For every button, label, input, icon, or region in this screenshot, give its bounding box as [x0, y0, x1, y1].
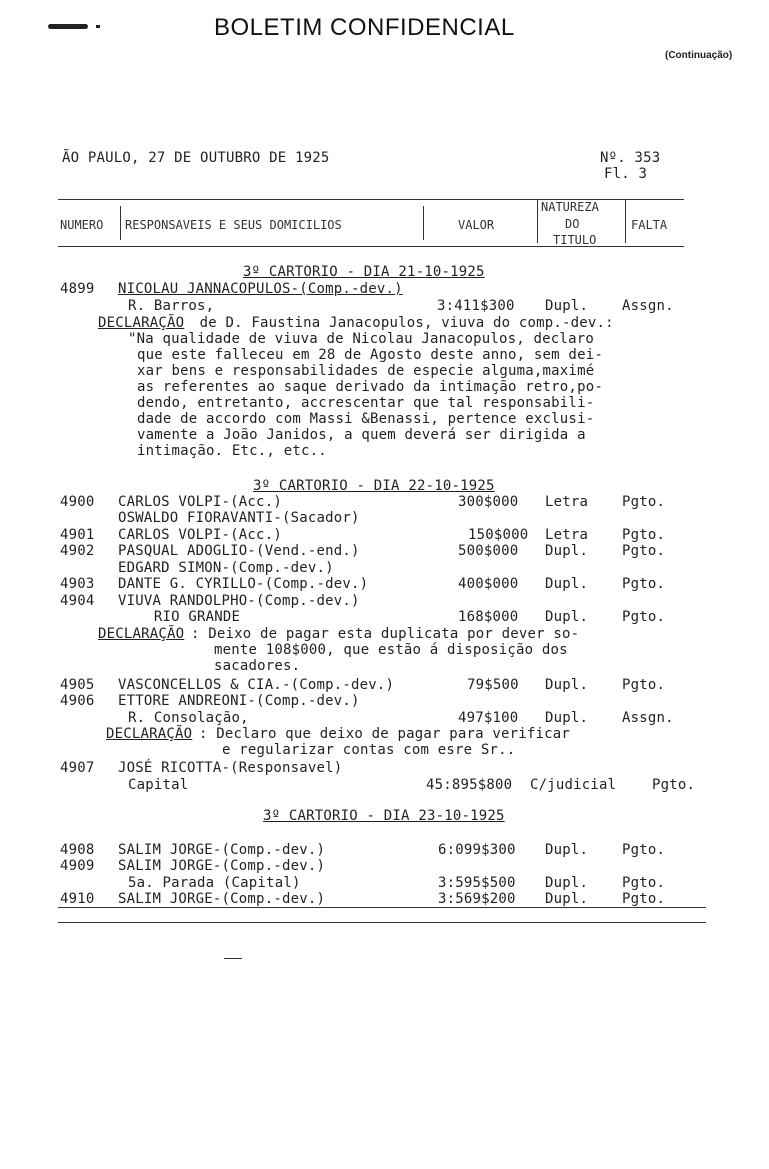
entry-number: 4901 [60, 527, 95, 543]
entry-number: 4904 [60, 593, 95, 609]
entry-number: 4910 [60, 891, 95, 907]
entry-name: OSWALDO FIORAVANTI-(Sacador) [118, 510, 360, 526]
entry-natureza: C/judicial [530, 777, 617, 793]
entry-valor: 3:569$200 [438, 891, 516, 907]
entry-number: 4903 [60, 576, 95, 592]
sheet-number: Fl. 3 [604, 166, 648, 182]
entry-falta: Assgn. [622, 710, 674, 726]
entry-address: 5a. Parada (Capital) [128, 875, 301, 891]
col-divider [120, 206, 121, 240]
closing-rule [58, 922, 706, 923]
entry-name: PASQUAL ADOGLIO-(Vend.-end.) [118, 543, 360, 559]
ink-dot [96, 25, 100, 28]
declaracao-text: : Deixo de pagar esta duplicata por dever so- [191, 626, 580, 642]
entry-name: CARLOS VOLPI-(Acc.) [118, 494, 282, 510]
entry-natureza: Dupl. [545, 891, 589, 907]
column-header-natureza: NATUREZA [541, 200, 599, 214]
entry-valor: 3:411$300 [437, 298, 515, 314]
declaracao-label: DECLARAÇÃO [106, 726, 193, 742]
declaracao-text: de D. Faustina Janacopulos, viuva do comp.-dev.: [191, 315, 614, 331]
entry-natureza: Dupl. [545, 842, 589, 858]
entry-number: 4906 [60, 693, 95, 709]
entry-name: CARLOS VOLPI-(Acc.) [118, 527, 282, 543]
declaracao-text: intimação. Etc., etc.. [137, 443, 327, 459]
entry-natureza: Letra [545, 527, 589, 543]
column-header-numero: NUMERO [60, 218, 104, 232]
declaracao-text: dendo, entretanto, accrescentar que tal responsabili- [137, 395, 595, 411]
entry-valor: 79$500 [467, 677, 519, 693]
entry-valor: 400$000 [458, 576, 519, 592]
ink-mark [48, 24, 88, 29]
declaracao-text: e regularizar contas com esre Sr.. [222, 742, 516, 758]
entry-falta: Pgto. [622, 543, 666, 559]
entry-name: JOSÉ RICOTTA-(Responsavel) [118, 760, 343, 776]
entry-name: SALIM JORGE-(Comp.-dev.) [118, 858, 326, 874]
entry-natureza: Dupl. [545, 677, 589, 693]
declaracao-text: mente 108$000, que estão á disposição dos [214, 642, 568, 658]
entry-number: 4899 [60, 281, 95, 297]
entry-address: Capital [128, 777, 189, 793]
entry-number: 4907 [60, 760, 95, 776]
entry-falta: Pgto. [622, 609, 666, 625]
entry-address: R. Consolação, [128, 710, 249, 726]
entry-name: VIUVA RANDOLPHO-(Comp.-dev.) [118, 593, 360, 609]
entry-address: RIO GRANDE [128, 609, 241, 625]
col-divider [537, 199, 538, 243]
declaracao-text: vamente a João Janidos, a quem deverá ser dirigida a [137, 427, 586, 443]
declaracao-text: "Na qualidade de viuva de Nicolau Janacopulos, declaro [128, 331, 594, 347]
entry-falta: Pgto. [622, 494, 666, 510]
entry-falta: Pgto. [622, 677, 666, 693]
column-header-natureza: TITULO [553, 233, 597, 247]
entry-valor: 500$000 [458, 543, 519, 559]
entry-number: 4908 [60, 842, 95, 858]
continuation-label: (Continuação) [665, 50, 733, 61]
column-header-responsaveis: RESPONSAVEIS E SEUS DOMICILIOS [125, 218, 342, 232]
page-title: BOLETIM CONFIDENCIAL [214, 14, 515, 41]
declaracao-text: : Declaro que deixo de pagar para verificar [199, 726, 571, 742]
entry-valor: 168$000 [458, 609, 519, 625]
column-header-natureza: DO [565, 217, 580, 231]
entry-name: SALIM JORGE-(Comp.-dev.) [118, 842, 326, 858]
ink-dash [224, 958, 242, 959]
declaracao-text: xar bens e responsabilidades de especie alguma,maximé [137, 363, 595, 379]
bulletin-number: Nº. 353 [600, 150, 661, 166]
entry-natureza: Dupl. [545, 543, 589, 559]
entry-address: R. Barros, [128, 298, 215, 314]
entry-natureza: Dupl. [545, 609, 589, 625]
entry-name: SALIM JORGE-(Comp.-dev.) [118, 891, 326, 907]
col-divider [625, 199, 626, 243]
entry-name: VASCONCELLOS & CIA.-(Comp.-dev.) [118, 677, 395, 693]
declaracao-label: DECLARAÇÃO [98, 315, 185, 331]
entry-falta: Pgto. [622, 875, 666, 891]
section-heading: 3º CARTORIO - DIA 23-10-1925 [263, 808, 505, 824]
entry-number: 4902 [60, 543, 95, 559]
closing-rule [58, 907, 706, 908]
declaracao-text: dade de accordo com Massi &Benassi, pertence exclusi- [137, 411, 595, 427]
entry-number: 4909 [60, 858, 95, 874]
declaracao-text: as referentes ao saque derivado da intimação retro,po- [137, 379, 603, 395]
entry-valor: 6:099$300 [438, 842, 516, 858]
declaracao-text: que este falleceu em 28 de Agosto deste anno, sem dei- [137, 347, 603, 363]
entry-falta: Pgto. [622, 891, 666, 907]
entry-name: NICOLAU JANNACOPULOS-(Comp.-dev.) [118, 281, 403, 297]
entry-natureza: Dupl. [545, 576, 589, 592]
column-header-falta: FALTA [631, 218, 668, 232]
col-divider [423, 206, 424, 240]
entry-falta: Pgto. [622, 527, 666, 543]
entry-valor: 300$000 [458, 494, 519, 510]
entry-falta: Pgto. [622, 576, 666, 592]
declaracao-label: DECLARAÇÃO [98, 626, 185, 642]
entry-falta: Pgto. [622, 842, 666, 858]
place-date: ÃO PAULO, 27 DE OUTUBRO DE 1925 [62, 150, 330, 166]
entry-valor: 45:895$800 [426, 777, 513, 793]
column-header-valor: VALOR [458, 218, 495, 232]
entry-name: ETTORE ANDREONI-(Comp.-dev.) [118, 693, 360, 709]
entry-valor: 150$000 [468, 527, 529, 543]
entry-valor: 3:595$500 [438, 875, 516, 891]
entry-natureza: Letra [545, 494, 589, 510]
entry-natureza: Dupl. [545, 875, 589, 891]
entry-number: 4905 [60, 677, 95, 693]
section-heading: 3º CARTORIO - DIA 22-10-1925 [253, 478, 495, 494]
entry-number: 4900 [60, 494, 95, 510]
section-heading: 3º CARTORIO - DIA 21-10-1925 [243, 264, 485, 280]
entry-natureza: Dupl. [545, 710, 589, 726]
declaracao-text: sacadores. [214, 658, 301, 674]
entry-valor: 497$100 [458, 710, 519, 726]
entry-falta: Pgto. [652, 777, 696, 793]
entry-falta: Assgn. [622, 298, 674, 314]
entry-name: EDGARD SIMON-(Comp.-dev.) [118, 560, 334, 576]
entry-name: DANTE G. CYRILLO-(Comp.-dev.) [118, 576, 369, 592]
entry-natureza: Dupl. [545, 298, 589, 314]
